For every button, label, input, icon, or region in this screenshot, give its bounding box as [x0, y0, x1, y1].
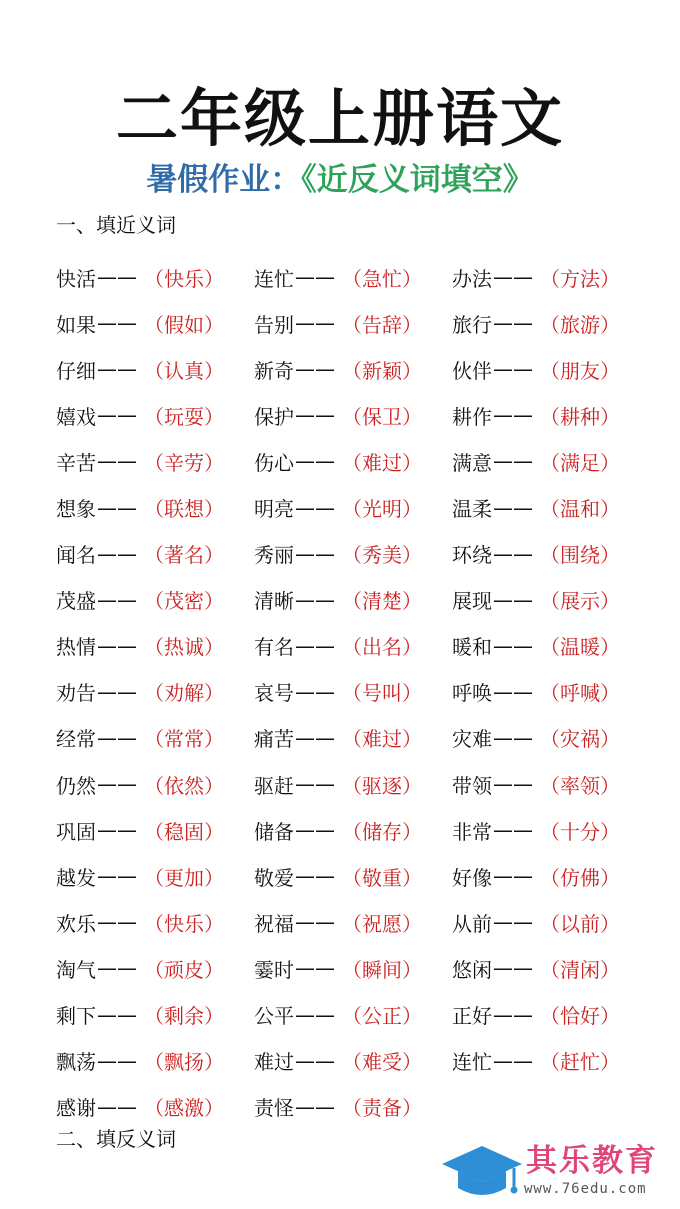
synonym-answer: （围绕） — [540, 543, 620, 568]
synonym-answer: （飘扬） — [144, 1050, 224, 1075]
dash-separator: —— — [493, 679, 533, 704]
dash-separator: —— — [493, 449, 533, 474]
word-pair — [56, 263, 254, 292]
dash-separator: —— — [493, 956, 533, 981]
source-word: 难过 — [254, 1050, 294, 1075]
source-word: 连忙 — [452, 1050, 492, 1075]
source-word: 环绕 — [452, 543, 492, 568]
page-title: 二年级上册语文 — [115, 82, 564, 155]
word-pair — [254, 631, 452, 660]
synonym-answer: （清楚） — [342, 589, 422, 614]
word-pair — [452, 862, 650, 891]
synonym-answer: （著名） — [144, 543, 224, 568]
word-pair — [56, 355, 254, 384]
synonym-answer: （温和） — [540, 497, 620, 522]
word-pair — [254, 355, 452, 384]
synonym-answer: （稳固） — [144, 819, 224, 844]
table-row — [56, 254, 656, 300]
source-word: 从前 — [452, 911, 492, 936]
source-word: 明亮 — [254, 497, 294, 522]
word-pair — [56, 447, 254, 476]
dash-separator: —— — [493, 403, 533, 428]
synonym-answer: （新颖） — [342, 358, 422, 383]
source-word: 正好 — [452, 1004, 492, 1029]
synonym-answer: （秀美） — [342, 543, 422, 568]
word-pair — [452, 585, 650, 614]
dash-separator: —— — [97, 1094, 137, 1119]
dash-separator: —— — [97, 403, 137, 428]
source-word: 想象 — [56, 497, 96, 522]
source-word: 保护 — [254, 404, 294, 429]
dash-separator: —— — [295, 403, 335, 428]
synonym-answer: （旅游） — [540, 312, 620, 337]
source-word: 敬爱 — [254, 865, 294, 890]
section-heading-antonyms: 二、填反义词 — [56, 1127, 176, 1151]
synonym-answer: （赶忙） — [540, 1050, 620, 1075]
synonym-answer: （以前） — [540, 911, 620, 936]
dash-separator: —— — [295, 679, 335, 704]
synonym-answer: （清闲） — [540, 957, 620, 982]
synonym-answer: （急忙） — [342, 266, 422, 291]
word-pair — [452, 539, 650, 568]
word-pair — [452, 355, 650, 384]
table-row — [56, 945, 656, 991]
table-row — [56, 992, 656, 1038]
source-word: 责怪 — [254, 1096, 294, 1121]
source-word: 嬉戏 — [56, 404, 96, 429]
dash-separator: —— — [97, 1048, 137, 1073]
dash-separator: —— — [295, 1002, 335, 1027]
synonym-answer: （热诚） — [144, 635, 224, 660]
word-pair — [56, 954, 254, 983]
word-pair — [452, 631, 650, 660]
table-row — [56, 346, 656, 392]
word-pair — [254, 401, 452, 430]
source-word: 储备 — [254, 819, 294, 844]
source-word: 剩下 — [56, 1004, 96, 1029]
table-row — [56, 623, 656, 669]
source-word: 经常 — [56, 727, 96, 752]
dash-separator: —— — [97, 311, 137, 336]
word-pair — [56, 816, 254, 845]
dash-separator: —— — [97, 587, 137, 612]
synonym-answer: （率领） — [540, 773, 620, 798]
source-word: 满意 — [452, 450, 492, 475]
synonym-answer: （保卫） — [342, 404, 422, 429]
source-word: 有名 — [254, 635, 294, 660]
synonym-answer: （展示） — [540, 589, 620, 614]
synonym-answer: （公正） — [342, 1004, 422, 1029]
word-pair — [254, 862, 452, 891]
dash-separator: —— — [493, 1048, 533, 1073]
dash-separator: —— — [295, 864, 335, 889]
dash-separator: —— — [493, 587, 533, 612]
source-word: 呼唤 — [452, 681, 492, 706]
dash-separator: —— — [295, 1094, 335, 1119]
dash-separator: —— — [493, 864, 533, 889]
word-pair — [254, 1000, 452, 1029]
dash-separator: —— — [493, 311, 533, 336]
source-word: 仍然 — [56, 773, 96, 798]
source-word: 温柔 — [452, 497, 492, 522]
word-pair — [254, 1092, 452, 1121]
table-row — [56, 715, 656, 761]
source-word: 越发 — [56, 865, 96, 890]
synonym-answer: （出名） — [342, 635, 422, 660]
source-word: 劝告 — [56, 681, 96, 706]
dash-separator: —— — [97, 357, 137, 382]
word-pair — [56, 1046, 254, 1075]
dash-separator: —— — [97, 541, 137, 566]
synonym-answer: （常常） — [144, 727, 224, 752]
synonym-answer: （敬重） — [342, 865, 422, 890]
word-pair — [254, 1046, 452, 1075]
word-pair — [56, 493, 254, 522]
dash-separator: —— — [97, 956, 137, 981]
synonym-answer: （玩耍） — [144, 404, 224, 429]
synonym-answer: （快乐） — [144, 911, 224, 936]
synonym-answer: （温暖） — [540, 635, 620, 660]
word-pair — [452, 954, 650, 983]
word-pair — [56, 309, 254, 338]
brand-name: 其乐教育 — [526, 1143, 658, 1179]
dash-separator: —— — [97, 818, 137, 843]
dash-separator: —— — [97, 725, 137, 750]
dash-separator: —— — [493, 910, 533, 935]
word-pair — [56, 1000, 254, 1029]
source-word: 秀丽 — [254, 543, 294, 568]
dash-separator: —— — [295, 495, 335, 520]
synonym-answer: （联想） — [144, 497, 224, 522]
word-pair — [254, 493, 452, 522]
synonym-answer: （朋友） — [540, 358, 620, 383]
synonym-answer: （光明） — [342, 497, 422, 522]
dash-separator: —— — [295, 541, 335, 566]
source-word: 清晰 — [254, 589, 294, 614]
synonym-answer: （感激） — [144, 1096, 224, 1121]
synonym-answer: （茂密） — [144, 589, 224, 614]
synonym-answer: （驱逐） — [342, 773, 422, 798]
word-pair — [56, 908, 254, 937]
source-word: 好像 — [452, 865, 492, 890]
table-row — [56, 531, 656, 577]
word-pair — [56, 862, 254, 891]
source-word: 如果 — [56, 312, 96, 337]
word-pair — [254, 585, 452, 614]
synonym-answer: （告辞） — [342, 312, 422, 337]
dash-separator: —— — [493, 495, 533, 520]
source-word: 痛苦 — [254, 727, 294, 752]
source-word: 公平 — [254, 1004, 294, 1029]
word-pair — [452, 263, 650, 292]
word-pair — [254, 908, 452, 937]
table-row — [56, 392, 656, 438]
word-pair — [56, 1092, 254, 1121]
synonym-answer: （祝愿） — [342, 911, 422, 936]
dash-separator: —— — [295, 818, 335, 843]
synonym-answer: （剩余） — [144, 1004, 224, 1029]
page-subtitle — [0, 160, 680, 200]
word-pair — [254, 263, 452, 292]
word-pair — [56, 723, 254, 752]
word-pair — [254, 770, 452, 799]
source-word: 暖和 — [452, 635, 492, 660]
table-row — [56, 669, 656, 715]
source-word: 伙伴 — [452, 358, 492, 383]
table-row — [56, 1038, 656, 1084]
subtitle-topic: 《近反义词填空》 — [301, 162, 534, 198]
word-pair — [56, 677, 254, 706]
synonym-answer: （呼喊） — [540, 681, 620, 706]
synonym-answer: （号叫） — [342, 681, 422, 706]
dash-separator: —— — [97, 772, 137, 797]
section-heading-synonyms: 一、填近义词 — [56, 213, 176, 237]
source-word: 带领 — [452, 773, 492, 798]
synonym-answer: （难过） — [342, 450, 422, 475]
dash-separator: —— — [493, 633, 533, 658]
dash-separator: —— — [295, 311, 335, 336]
source-word: 哀号 — [254, 681, 294, 706]
synonym-answer: （仿佛） — [540, 865, 620, 890]
synonym-answer: （假如） — [144, 312, 224, 337]
word-pair — [254, 447, 452, 476]
dash-separator: —— — [493, 357, 533, 382]
word-pair — [56, 631, 254, 660]
source-word: 巩固 — [56, 819, 96, 844]
word-pair — [56, 585, 254, 614]
synonym-answer: （瞬间） — [342, 957, 422, 982]
table-row — [56, 484, 656, 530]
synonym-answer: （难过） — [342, 727, 422, 752]
dash-separator: —— — [493, 818, 533, 843]
synonym-answer: （难受） — [342, 1050, 422, 1075]
source-word: 茂盛 — [56, 589, 96, 614]
source-word: 新奇 — [254, 358, 294, 383]
synonym-answer: （劝解） — [144, 681, 224, 706]
subtitle-prefix: 暑假作业： — [146, 162, 302, 198]
dash-separator: —— — [295, 587, 335, 612]
word-pair — [254, 816, 452, 845]
source-word: 闻名 — [56, 543, 96, 568]
graduation-cap-icon — [440, 1144, 524, 1202]
dash-separator: —— — [295, 1048, 335, 1073]
source-word: 悠闲 — [452, 957, 492, 982]
dash-separator: —— — [97, 910, 137, 935]
word-pair — [254, 539, 452, 568]
synonym-answer: （灾祸） — [540, 727, 620, 752]
table-row — [56, 807, 656, 853]
source-word: 欢乐 — [56, 911, 96, 936]
synonym-answer: （恰好） — [540, 1004, 620, 1029]
synonym-answer: （快乐） — [144, 266, 224, 291]
synonym-answer: （依然） — [144, 773, 224, 798]
word-pair — [254, 309, 452, 338]
word-pair — [452, 1000, 650, 1029]
word-pair — [452, 908, 650, 937]
dash-separator: —— — [295, 772, 335, 797]
source-word: 快活 — [56, 266, 96, 291]
dash-separator: —— — [295, 265, 335, 290]
table-row — [56, 577, 656, 623]
brand-logo — [440, 1140, 676, 1202]
synonym-grid — [56, 254, 656, 1130]
source-word: 驱赶 — [254, 773, 294, 798]
word-pair — [452, 770, 650, 799]
synonym-answer: （顽皮） — [144, 957, 224, 982]
dash-separator: —— — [295, 633, 335, 658]
table-row — [56, 761, 656, 807]
word-pair — [56, 539, 254, 568]
word-pair — [56, 770, 254, 799]
source-word: 告别 — [254, 312, 294, 337]
word-pair — [254, 954, 452, 983]
source-word: 耕作 — [452, 404, 492, 429]
source-word: 非常 — [452, 819, 492, 844]
dash-separator: —— — [493, 541, 533, 566]
word-pair — [452, 1046, 650, 1075]
word-pair — [452, 309, 650, 338]
dash-separator: —— — [295, 910, 335, 935]
source-word: 连忙 — [254, 266, 294, 291]
source-word: 热情 — [56, 635, 96, 660]
word-pair — [452, 401, 650, 430]
dash-separator: —— — [295, 725, 335, 750]
synonym-answer: （耕种） — [540, 404, 620, 429]
dash-separator: —— — [97, 1002, 137, 1027]
word-pair — [452, 816, 650, 845]
synonym-answer: （十分） — [540, 819, 620, 844]
source-word: 祝福 — [254, 911, 294, 936]
source-word: 灾难 — [452, 727, 492, 752]
source-word: 淘气 — [56, 957, 96, 982]
dash-separator: —— — [97, 679, 137, 704]
dash-separator: —— — [493, 1002, 533, 1027]
dash-separator: —— — [493, 265, 533, 290]
word-pair — [254, 677, 452, 706]
source-word: 旅行 — [452, 312, 492, 337]
source-word: 展现 — [452, 589, 492, 614]
synonym-answer: （满足） — [540, 450, 620, 475]
source-word: 霎时 — [254, 957, 294, 982]
synonym-answer: （辛劳） — [144, 450, 224, 475]
dash-separator: —— — [97, 265, 137, 290]
table-row — [56, 300, 656, 346]
dash-separator: —— — [97, 449, 137, 474]
table-row — [56, 438, 656, 484]
source-word: 飘荡 — [56, 1050, 96, 1075]
dash-separator: —— — [97, 495, 137, 520]
dash-separator: —— — [295, 357, 335, 382]
dash-separator: —— — [493, 725, 533, 750]
source-word: 仔细 — [56, 358, 96, 383]
word-pair — [56, 401, 254, 430]
source-word: 伤心 — [254, 450, 294, 475]
table-row — [56, 899, 656, 945]
dash-separator: —— — [295, 449, 335, 474]
source-word: 感谢 — [56, 1096, 96, 1121]
dash-separator: —— — [97, 864, 137, 889]
word-pair — [452, 447, 650, 476]
table-row — [56, 1084, 656, 1130]
synonym-answer: （责备） — [342, 1096, 422, 1121]
synonym-answer: （方法） — [540, 266, 620, 291]
word-pair — [452, 723, 650, 752]
brand-url: www.76edu.com — [524, 1181, 647, 1197]
word-pair — [452, 677, 650, 706]
dash-separator: —— — [97, 633, 137, 658]
source-word: 辛苦 — [56, 450, 96, 475]
table-row — [56, 853, 656, 899]
dash-separator: —— — [493, 772, 533, 797]
word-pair — [452, 493, 650, 522]
source-word: 办法 — [452, 266, 492, 291]
word-pair — [254, 723, 452, 752]
dash-separator: —— — [295, 956, 335, 981]
synonym-answer: （认真） — [144, 358, 224, 383]
synonym-answer: （更加） — [144, 865, 224, 890]
synonym-answer: （储存） — [342, 819, 422, 844]
